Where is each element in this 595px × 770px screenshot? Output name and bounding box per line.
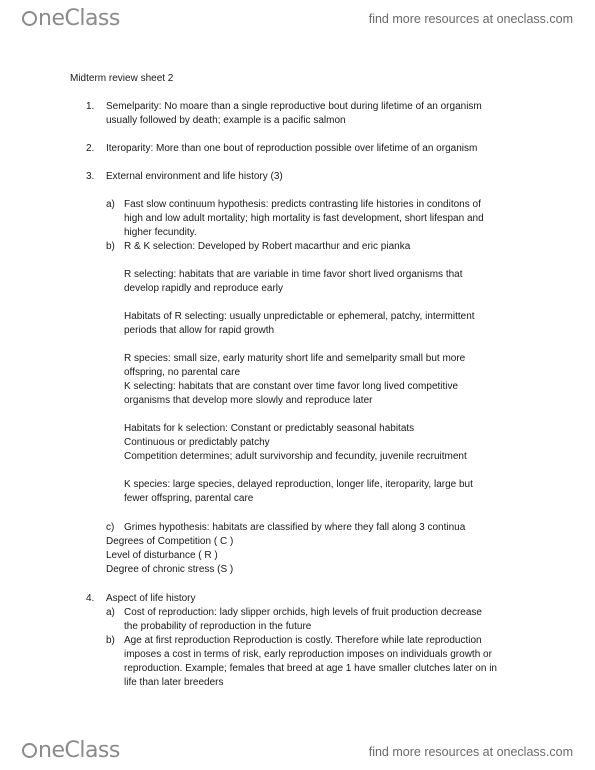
item-3b-line: R selecting: habitats that are variable in time favor short lived organisms that <box>124 269 463 280</box>
item-4a-line: Cost of reproduction: lady slipper orchids, high levels of fruit production decrease <box>124 607 482 618</box>
item-3b-line: Habitats for k selection: Constant or predictably seasonal habitats <box>124 423 415 434</box>
item-3c-line: Grimes hypothesis: habitats are classified by where they fall along 3 continua <box>124 522 466 533</box>
item-3b-line: periods that allow for rapid growth <box>124 325 275 336</box>
item-4b-line: reproduction. Example; females that breed at age 1 have smaller clutches later on in <box>124 663 497 674</box>
item-3c-line: Level of disturbance ( R ) <box>106 550 218 561</box>
item-3b-line: K species: large species, delayed reproduction, longer life, iteroparity, large but <box>124 479 473 490</box>
logo-o-icon <box>22 743 37 758</box>
item-3b-label: b) <box>106 241 115 252</box>
item-3b-line: fewer offspring, parental care <box>124 493 254 504</box>
item-3b-line: R & K selection: Developed by Robert macarthur and eric pianka <box>124 241 411 252</box>
item-3c-line: Degree of chronic stress (S ) <box>106 564 234 575</box>
item-3c-label: c) <box>106 522 115 533</box>
oneclass-logo[interactable]: neClass <box>22 6 120 31</box>
item-2-line: Iteroparity: More than one bout of reproduction possible over lifetime of an organism <box>106 143 478 154</box>
item-4b-line: imposes a cost in terms of risk, early reproduction imposes on individuals growth or <box>124 649 492 660</box>
item-3a-line: higher fecundity. <box>124 227 197 238</box>
item-3b-line: Continuous or predictably patchy <box>124 437 270 448</box>
item-3b-line: K selecting: habitats that are constant over time favor long lived competitive <box>124 381 459 392</box>
document-title: Midterm review sheet 2 <box>70 73 174 84</box>
item-3b-line: Competition determines; adult survivorship and fecundity, juvenile recruitment <box>124 451 467 462</box>
item-3a-line: Fast slow continuum hypothesis: predicts contrasting life histories in conditons of <box>124 199 481 210</box>
oneclass-footer-logo[interactable]: neClass <box>22 738 120 763</box>
footer-tagline[interactable]: find more resources at oneclass.com <box>368 745 573 759</box>
item-3a-line: high and low adult mortality; high mortality is fast development, short lifespan and <box>124 213 484 224</box>
item-3b-line: offspring, no parental care <box>124 367 241 378</box>
item-4a-label: a) <box>106 607 115 618</box>
item-4a-line: the probability of reproduction in the future <box>124 621 312 632</box>
item-4b-line: Age at first reproduction Reproduction is costly. Therefore while late reproduction <box>124 635 482 646</box>
item-4b-line: life than later breeders <box>124 677 224 688</box>
item-3c-line: Degrees of Competition ( C ) <box>106 536 234 547</box>
item-1-number: 1. <box>86 101 95 112</box>
item-3b-line: R species: small size, early maturity short life and semelparity small but more <box>124 353 466 364</box>
item-3-number: 3. <box>86 171 95 182</box>
item-1-line: Semelparity: No moare than a single reproductive bout during lifetime of an organism <box>106 101 482 112</box>
item-1-line: usually followed by death; example is a pacific salmon <box>106 115 346 126</box>
item-3b-line: Habitats of R selecting: usually unpredictable or ephemeral, patchy, intermittent <box>124 311 475 322</box>
item-3a-label: a) <box>106 199 115 210</box>
item-3b-line: develop rapidly and reproduce early <box>124 283 283 294</box>
item-4b-label: b) <box>106 635 115 646</box>
item-3-line: External environment and life history (3) <box>106 171 283 182</box>
item-3b-line: organisms that develop more slowly and reproduce later <box>124 395 373 406</box>
item-2-number: 2. <box>86 143 95 154</box>
item-4-number: 4. <box>86 593 95 604</box>
logo-o-icon <box>22 11 37 26</box>
item-4-line: Aspect of life history <box>106 593 196 604</box>
header-tagline[interactable]: find more resources at oneclass.com <box>368 12 573 26</box>
